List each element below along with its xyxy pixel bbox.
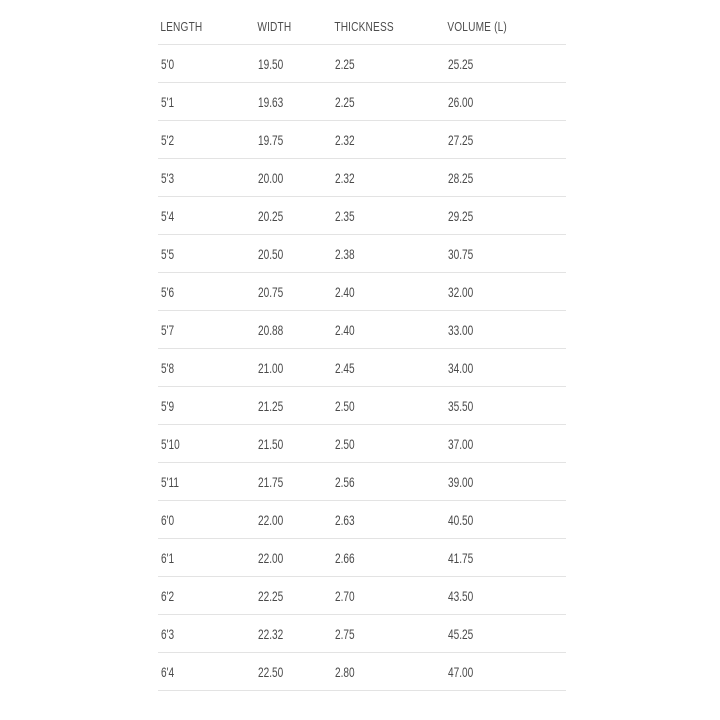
cell-volume-value: 39.00: [448, 473, 474, 490]
cell-width-value: 20.88: [258, 321, 284, 338]
cell-volume-value: 25.25: [448, 55, 474, 72]
cell-volume-value: 47.00: [448, 663, 474, 680]
cell-length-value: 6'2: [161, 587, 175, 604]
cell-volume: [445, 83, 566, 121]
cell-length: [158, 197, 255, 235]
cell-length-value: 5'10: [161, 435, 180, 452]
cell-thickness: [332, 577, 445, 615]
cell-width-value: 20.75: [258, 283, 284, 300]
cell-thickness: [332, 425, 445, 463]
cell-width: [255, 425, 332, 463]
header-thickness: THICKNESS: [334, 18, 394, 34]
cell-volume: [445, 311, 566, 349]
cell-length: [158, 273, 255, 311]
cell-thickness: [332, 273, 445, 311]
cell-width-value: 22.00: [258, 549, 284, 566]
cell-length: [158, 615, 255, 653]
cell-length-value: 6'0: [161, 511, 175, 528]
cell-width-value: 21.25: [258, 397, 284, 414]
header-volume: VOLUME (L): [447, 18, 507, 34]
cell-length-value: 5'0: [161, 55, 175, 72]
cell-width: [255, 501, 332, 539]
cell-thickness-value: 2.56: [335, 473, 355, 490]
cell-volume: [445, 273, 566, 311]
cell-volume: [445, 539, 566, 577]
cell-volume-value: 41.75: [448, 549, 474, 566]
cell-length-value: 5'6: [161, 283, 175, 300]
table-row: [158, 235, 566, 273]
cell-thickness-value: 2.50: [335, 435, 355, 452]
cell-volume: [445, 159, 566, 197]
cell-volume-value: 28.25: [448, 169, 474, 186]
cell-volume-value: 33.00: [448, 321, 474, 338]
cell-width: [255, 83, 332, 121]
cell-width: [255, 45, 332, 83]
cell-thickness-value: 2.63: [335, 511, 355, 528]
table-row: [158, 311, 566, 349]
cell-length: [158, 577, 255, 615]
table-row: [158, 45, 566, 83]
cell-length-value: 6'4: [161, 663, 175, 680]
cell-thickness: [332, 121, 445, 159]
cell-thickness-value: 2.75: [335, 625, 355, 642]
cell-volume: [445, 425, 566, 463]
cell-length: [158, 501, 255, 539]
cell-width: [255, 197, 332, 235]
cell-thickness: [332, 45, 445, 83]
cell-width: [255, 615, 332, 653]
cell-length-value: 5'1: [161, 93, 175, 110]
cell-thickness: [332, 387, 445, 425]
table-row: [158, 349, 566, 387]
cell-width-value: 22.32: [258, 625, 284, 642]
header-length: LENGTH: [160, 18, 203, 34]
cell-volume: [445, 387, 566, 425]
cell-volume: [445, 45, 566, 83]
cell-width: [255, 273, 332, 311]
cell-thickness: [332, 311, 445, 349]
cell-length: [158, 83, 255, 121]
cell-thickness: [332, 83, 445, 121]
cell-thickness: [332, 501, 445, 539]
dimensions-table-container: [158, 8, 566, 691]
cell-volume-value: 27.25: [448, 131, 474, 148]
cell-thickness: [332, 653, 445, 691]
cell-thickness-value: 2.32: [335, 131, 355, 148]
cell-volume: [445, 349, 566, 387]
cell-length-value: 5'5: [161, 245, 175, 262]
cell-thickness-value: 2.66: [335, 549, 355, 566]
cell-width: [255, 463, 332, 501]
cell-thickness-value: 2.80: [335, 663, 355, 680]
cell-volume-value: 40.50: [448, 511, 474, 528]
cell-length-value: 5'9: [161, 397, 175, 414]
cell-length-value: 5'4: [161, 207, 175, 224]
cell-length: [158, 387, 255, 425]
dimensions-table: [158, 8, 566, 691]
cell-thickness-value: 2.40: [335, 283, 355, 300]
table-row: [158, 83, 566, 121]
cell-volume: [445, 121, 566, 159]
cell-thickness-value: 2.40: [335, 321, 355, 338]
cell-length: [158, 159, 255, 197]
cell-width-value: 20.25: [258, 207, 284, 224]
cell-width: [255, 121, 332, 159]
cell-thickness-value: 2.25: [335, 55, 355, 72]
table-row: [158, 539, 566, 577]
cell-width: [255, 653, 332, 691]
cell-length-value: 5'2: [161, 131, 175, 148]
cell-width-value: 19.50: [258, 55, 284, 72]
cell-thickness: [332, 159, 445, 197]
cell-thickness: [332, 197, 445, 235]
cell-thickness-value: 2.38: [335, 245, 355, 262]
cell-length-value: 5'7: [161, 321, 175, 338]
cell-length: [158, 349, 255, 387]
table-row: [158, 501, 566, 539]
cell-volume: [445, 653, 566, 691]
cell-volume-value: 29.25: [448, 207, 474, 224]
cell-width: [255, 349, 332, 387]
cell-width-value: 21.00: [258, 359, 284, 376]
cell-width-value: 19.63: [258, 93, 284, 110]
cell-volume-value: 45.25: [448, 625, 474, 642]
table-row: [158, 463, 566, 501]
table-header-row: [158, 8, 566, 45]
cell-thickness: [332, 349, 445, 387]
cell-volume: [445, 577, 566, 615]
cell-width: [255, 539, 332, 577]
cell-width-value: 20.50: [258, 245, 284, 262]
cell-width-value: 21.75: [258, 473, 284, 490]
cell-length: [158, 121, 255, 159]
cell-volume: [445, 197, 566, 235]
cell-volume-value: 32.00: [448, 283, 474, 300]
cell-thickness: [332, 463, 445, 501]
cell-length-value: 5'3: [161, 169, 175, 186]
cell-volume-value: 30.75: [448, 245, 474, 262]
cell-thickness: [332, 615, 445, 653]
cell-length-value: 5'11: [161, 473, 179, 490]
cell-thickness-value: 2.32: [335, 169, 355, 186]
table-row: [158, 577, 566, 615]
cell-volume-value: 26.00: [448, 93, 474, 110]
cell-thickness-value: 2.35: [335, 207, 355, 224]
cell-volume: [445, 463, 566, 501]
cell-width: [255, 577, 332, 615]
table-row: [158, 197, 566, 235]
table-body: [158, 45, 566, 691]
cell-width-value: 22.50: [258, 663, 284, 680]
table-row: [158, 653, 566, 691]
cell-thickness-value: 2.50: [335, 397, 355, 414]
header-width: WIDTH: [257, 18, 292, 34]
table-row: [158, 615, 566, 653]
cell-length: [158, 653, 255, 691]
cell-width: [255, 387, 332, 425]
cell-thickness-value: 2.70: [335, 587, 355, 604]
cell-volume: [445, 501, 566, 539]
cell-volume: [445, 235, 566, 273]
cell-length: [158, 463, 255, 501]
cell-length-value: 5'8: [161, 359, 175, 376]
cell-width-value: 22.25: [258, 587, 284, 604]
cell-width: [255, 235, 332, 273]
cell-length: [158, 235, 255, 273]
cell-length: [158, 311, 255, 349]
cell-thickness-value: 2.25: [335, 93, 355, 110]
table-row: [158, 159, 566, 197]
table-row: [158, 387, 566, 425]
cell-length: [158, 539, 255, 577]
cell-volume-value: 35.50: [448, 397, 474, 414]
cell-length-value: 6'1: [161, 549, 175, 566]
cell-width-value: 22.00: [258, 511, 284, 528]
cell-width-value: 20.00: [258, 169, 284, 186]
cell-volume-value: 37.00: [448, 435, 474, 452]
cell-width-value: 21.50: [258, 435, 284, 452]
cell-width: [255, 159, 332, 197]
cell-width: [255, 311, 332, 349]
cell-thickness: [332, 235, 445, 273]
cell-width-value: 19.75: [258, 131, 284, 148]
table-row: [158, 425, 566, 463]
cell-volume-value: 34.00: [448, 359, 474, 376]
cell-volume: [445, 615, 566, 653]
cell-length: [158, 425, 255, 463]
cell-thickness-value: 2.45: [335, 359, 355, 376]
cell-thickness: [332, 539, 445, 577]
table-row: [158, 273, 566, 311]
cell-volume-value: 43.50: [448, 587, 474, 604]
cell-length: [158, 45, 255, 83]
table-row: [158, 121, 566, 159]
cell-length-value: 6'3: [161, 625, 175, 642]
